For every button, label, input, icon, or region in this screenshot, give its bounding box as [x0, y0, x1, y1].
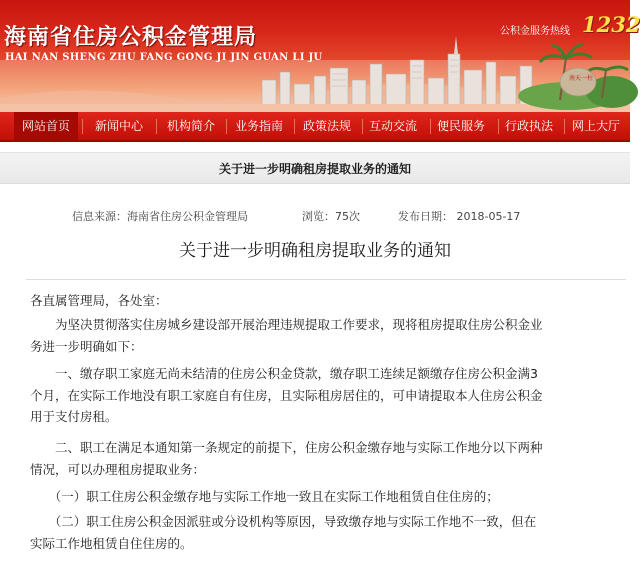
- divider: [26, 279, 626, 280]
- nav-item-interaction[interactable]: 互动交流: [368, 119, 417, 133]
- site-title: 海南省住房公积金管理局: [4, 24, 258, 50]
- paragraph-line: （二）职工住房公积金因派驻或分设机构等原因，导致缴存地与实际工作地不一致，但在: [30, 514, 537, 529]
- article-container: [0, 144, 630, 578]
- hotline-number: 1232: [582, 12, 640, 37]
- nav-item-services[interactable]: 便民服务: [436, 119, 485, 133]
- nav-item-guide[interactable]: 业务指南: [234, 119, 283, 133]
- paragraph-line: （一）职工住房公积金缴存地与实际工作地一致且在实际工作地租赁自住住房的；: [30, 489, 499, 504]
- header-banner: [0, 0, 640, 112]
- paragraph-line: 情况，可以办理租房提取业务：: [30, 461, 206, 477]
- paragraph-line: 个月，在实际工作地没有职工家庭自有住房，且实际租房居住的，可申请提取本人住房公积金: [30, 387, 543, 403]
- nav-item-enforcement[interactable]: 行政执法: [504, 119, 553, 133]
- nav-separator: [82, 119, 83, 134]
- article-title: 关于进一步明确租房提取业务的通知: [179, 241, 451, 261]
- site-subtitle: HAI NAN SHENG ZHU FANG GONG JI JIN GUAN LI JU: [5, 52, 323, 63]
- meta-source: 信息来源：海南省住房公积金管理局: [72, 210, 248, 223]
- paragraph-line: 务进一步明确如下：: [30, 338, 143, 354]
- meta-views: 浏览：75次: [302, 210, 360, 223]
- nav-item-about[interactable]: 机构简介: [166, 119, 215, 133]
- nav-separator: [156, 119, 157, 134]
- nav-item-policy[interactable]: 政策法规: [302, 119, 351, 133]
- article-title-band: [0, 152, 630, 184]
- meta-date: 发布日期： 2018-05-17: [398, 210, 521, 223]
- paragraph-line: 一、缴存职工家庭无尚未结清的住房公积金贷款，缴存职工连续足额缴存住房公积金满3: [30, 366, 538, 381]
- paragraph: [30, 314, 610, 357]
- paragraph-line: 为坚决贯彻落实住房城乡建设部开展治理违规提取工作要求，现将租房提取住房公积金业: [30, 317, 543, 332]
- paragraph-line: 用于支付房租。: [30, 409, 118, 424]
- main-nav: [0, 112, 630, 142]
- nav-item-online-hall[interactable]: 网上大厅: [571, 119, 620, 133]
- paragraph-line: 各直属管理局，各处室：: [30, 293, 168, 308]
- paragraph: [30, 486, 610, 508]
- paragraph: [30, 290, 610, 312]
- band-title: 关于进一步明确租房提取业务的通知: [218, 162, 411, 176]
- nav-item-home[interactable]: 网站首页: [14, 112, 78, 140]
- hotline-label: 公积金服务热线: [500, 26, 570, 37]
- svg-text:南天一柱: 南天一柱: [569, 75, 594, 82]
- paragraph-line: 二、职工在满足本通知第一条规定的前提下，住房公积金缴存地与实际工作地分以下两种: [30, 440, 543, 455]
- paragraph: [30, 363, 610, 428]
- nav-item-news[interactable]: 新闻中心: [94, 119, 143, 133]
- paragraph: [30, 511, 610, 554]
- paragraph: [30, 437, 610, 480]
- paragraph-line: 实际工作地租赁自住住房的。: [30, 535, 193, 551]
